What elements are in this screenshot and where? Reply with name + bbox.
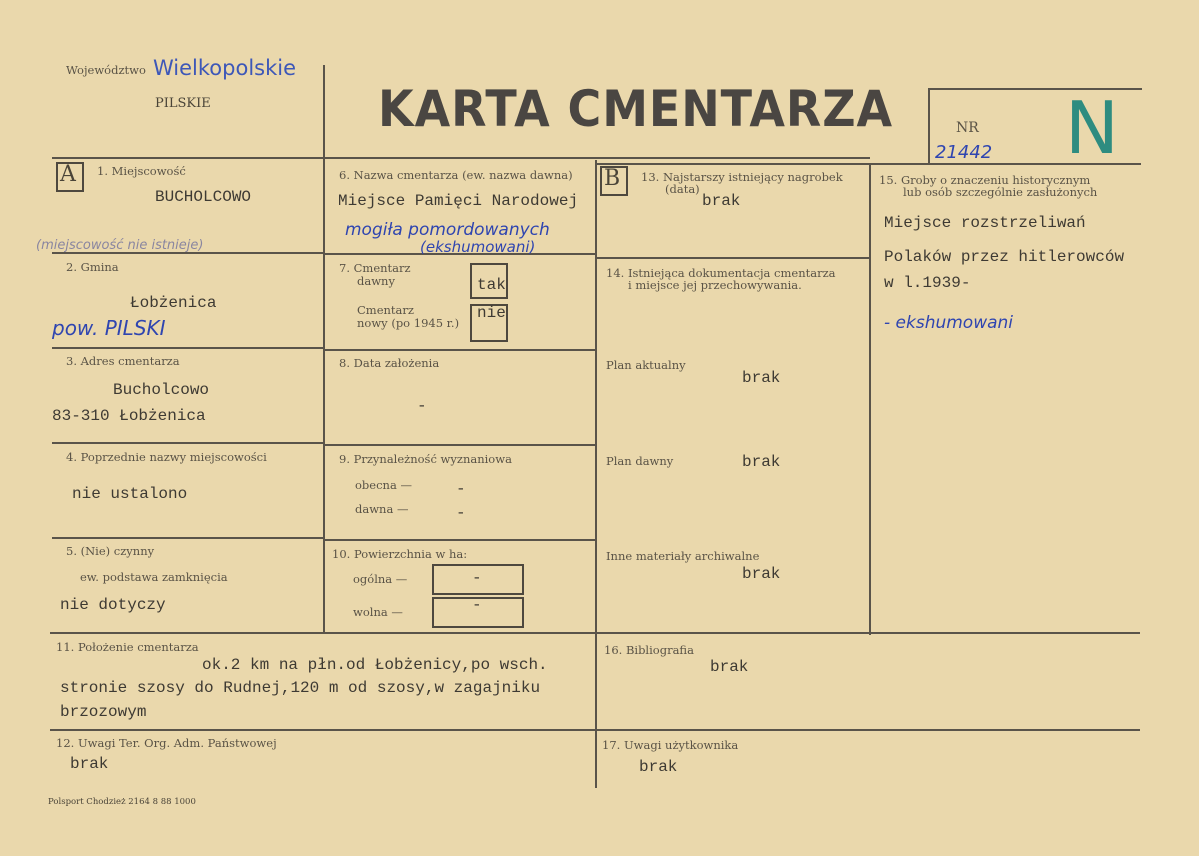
field-7-old-value[interactable]: tak xyxy=(477,276,506,294)
field-8-value: - xyxy=(417,397,427,415)
field-13-value: brak xyxy=(702,192,741,210)
archive-other-value: brak xyxy=(742,565,781,583)
field-10-total-label: ogólna — xyxy=(353,572,408,586)
field-3-line1: Bucholcowo xyxy=(113,381,210,399)
nr-label: NR xyxy=(956,120,979,136)
field-15-label: 15. Groby o znaczeniu historycznym xyxy=(879,173,1091,187)
field-3-line2: 83-310 Łobżenica xyxy=(52,407,206,425)
field-16-label: 16. Bibliografia xyxy=(604,643,694,657)
plan-old-value: brak xyxy=(742,453,781,471)
field-7-new-value[interactable]: nie xyxy=(477,304,506,322)
field-6-note2: (ekshumowani) xyxy=(420,238,536,256)
field-16-value: brak xyxy=(710,658,749,676)
nr-letter: N xyxy=(1065,86,1119,170)
field-10-free-label: wolna — xyxy=(353,605,403,619)
field-15-line3: w l.1939- xyxy=(884,274,971,292)
field-14-label2: i miejsce jej przechowywania. xyxy=(628,278,802,292)
field-9-current-label: obecna — xyxy=(355,478,412,492)
plan-old-label: Plan dawny xyxy=(606,454,674,468)
field-15-line1: Miejsce rozstrzeliwań xyxy=(884,214,1086,232)
field-5-label2: ew. podstawa zamknięcia xyxy=(80,570,228,584)
field-7-new-label1: Cmentarz xyxy=(357,303,414,317)
field-15-label2: lub osób szczególnie zasłużonych xyxy=(903,185,1098,199)
field-10-total-value[interactable]: - xyxy=(472,569,482,587)
field-6-label: 6. Nazwa cmentarza (ew. nazwa dawna) xyxy=(339,168,573,182)
field-15-note: - ekshumowani xyxy=(884,313,1014,333)
field-17-value: brak xyxy=(639,758,678,776)
field-4-value: nie ustalono xyxy=(72,485,188,503)
section-a-letter: A xyxy=(60,162,76,187)
field-1-label: 1. Miejscowość xyxy=(97,164,186,178)
voivodeship-stamp: Wielkopolskie xyxy=(153,56,297,80)
field-9-former-value: - xyxy=(456,504,466,522)
field-1-note: (miejscowość nie istnieje) xyxy=(36,238,204,253)
field-12-value: brak xyxy=(70,755,109,773)
field-10-free-value[interactable]: - xyxy=(472,596,482,614)
field-2-note: pow. PILSKI xyxy=(52,316,166,340)
archive-other-label: Inne materiały archiwalne xyxy=(606,549,760,563)
field-11-line1: ok.2 km na płn.od Łobżenicy,po wsch. xyxy=(202,656,548,674)
field-13-label2: (data) xyxy=(665,182,700,196)
page-title: KARTA CMENTARZA xyxy=(378,80,894,138)
region: PILSKIE xyxy=(155,96,211,111)
field-1-value: BUCHOLCOWO xyxy=(155,188,252,206)
field-5-label: 5. (Nie) czynny xyxy=(66,544,155,558)
field-12-label: 12. Uwagi Ter. Org. Adm. Państwowej xyxy=(56,736,277,750)
field-10-label: 10. Powierzchnia w ha: xyxy=(332,547,468,561)
field-11-line2: stronie szosy do Rudnej,120 m od szosy,w zagajniku xyxy=(60,679,541,697)
field-7-label: 7. Cmentarz xyxy=(339,261,411,275)
field-17-label: 17. Uwagi użytkownika xyxy=(602,738,739,752)
field-11-line3: brzozowym xyxy=(60,703,147,721)
field-2-label: 2. Gmina xyxy=(66,260,119,274)
field-7-new-label2: nowy (po 1945 r.) xyxy=(357,316,460,330)
field-2-value: Łobżenica xyxy=(130,294,217,312)
section-b-letter: B xyxy=(604,166,621,191)
voivodeship-label: Województwo xyxy=(66,63,146,77)
field-3-label: 3. Adres cmentarza xyxy=(66,354,180,368)
field-14-label: 14. Istniejąca dokumentacja cmentarza xyxy=(606,266,836,280)
field-9-former-label: dawna — xyxy=(355,502,409,516)
field-15-line2: Polaków przez hitlerowców xyxy=(884,248,1125,266)
field-4-label: 4. Poprzednie nazwy miejscowości xyxy=(66,450,267,464)
field-6-value: Miejsce Pamięci Narodowej xyxy=(338,192,579,210)
field-11-label: 11. Położenie cmentarza xyxy=(56,640,199,654)
plan-current-label: Plan aktualny xyxy=(606,358,686,372)
field-7-old-label: dawny xyxy=(357,274,395,288)
field-13-label: 13. Najstarszy istniejący nagrobek xyxy=(641,170,843,184)
field-8-label: 8. Data założenia xyxy=(339,356,440,370)
field-6-note1: mogiła pomordowanych xyxy=(345,220,550,240)
nr-value: 21442 xyxy=(935,142,993,163)
field-9-current-value: - xyxy=(456,480,466,498)
plan-current-value: brak xyxy=(742,369,781,387)
field-9-label: 9. Przynależność wyznaniowa xyxy=(339,452,512,466)
printer-imprint: Polsport Chodzież 2164 8 88 1000 xyxy=(48,797,196,807)
field-5-value: nie dotyczy xyxy=(60,596,166,614)
